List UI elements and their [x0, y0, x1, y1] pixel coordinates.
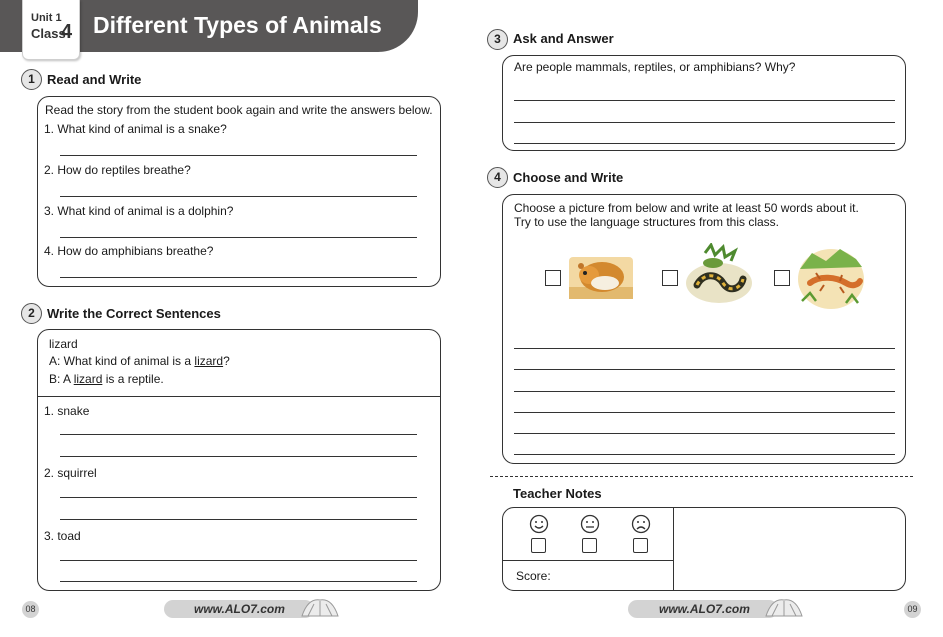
item-3: 3. toad	[44, 529, 81, 543]
left-footer-url[interactable]: www.ALO7.com	[194, 602, 285, 616]
neutral-face-icon	[580, 514, 600, 534]
right-footer-url[interactable]: www.ALO7.com	[659, 602, 750, 616]
question-1: 1. What kind of animal is a snake?	[44, 122, 227, 136]
shell-icon	[762, 596, 804, 620]
hamster-checkbox[interactable]	[545, 270, 561, 286]
section-4-number: 4	[487, 167, 508, 188]
section-3-line-1[interactable]	[514, 100, 895, 101]
sad-face-checkbox[interactable]	[633, 538, 648, 553]
section-3-question: Are people mammals, reptiles, or amphibians? Why?	[514, 60, 796, 74]
section-4-title: Choose and Write	[513, 170, 624, 185]
hamster-picture	[567, 251, 637, 303]
example-divider	[38, 396, 440, 397]
section-4-line-4[interactable]	[514, 412, 895, 413]
smiling-face-icon	[529, 514, 549, 534]
section-2-title: Write the Correct Sentences	[47, 306, 221, 321]
teacher-notes-title: Teacher Notes	[513, 486, 602, 501]
section-4-line-5[interactable]	[514, 433, 895, 434]
answer-line-1[interactable]	[60, 155, 417, 156]
teacher-notes-vertical-divider	[673, 508, 674, 590]
answer-line-3[interactable]	[60, 237, 417, 238]
section-1-box	[37, 96, 441, 287]
shell-icon	[298, 596, 340, 620]
question-3: 3. What kind of animal is a dolphin?	[44, 204, 234, 218]
smiling-face-checkbox[interactable]	[531, 538, 546, 553]
item-1: 1. snake	[44, 404, 90, 418]
example-word: lizard	[49, 337, 78, 351]
section-3-line-3[interactable]	[514, 143, 895, 144]
section-3-title: Ask and Answer	[513, 31, 614, 46]
section-3-number: 3	[487, 29, 508, 50]
section-4-line-2[interactable]	[514, 369, 895, 370]
question-4: 4. How do amphibians breathe?	[44, 244, 214, 258]
sad-face-icon	[631, 514, 651, 534]
answer-line-4[interactable]	[60, 277, 417, 278]
snake-picture	[683, 243, 755, 307]
section-1-number: 1	[21, 69, 42, 90]
section-1-title: Read and Write	[47, 72, 142, 87]
section-4-instruction-1: Choose a picture from below and write at least 50 words about it.	[514, 201, 859, 215]
score-label: Score:	[516, 569, 551, 583]
lizard-checkbox[interactable]	[774, 270, 790, 286]
item-3-line-2[interactable]	[60, 581, 417, 582]
example-question: A: What kind of animal is a lizard?	[49, 354, 230, 368]
section-2-number: 2	[21, 303, 42, 324]
section-4-box	[502, 194, 906, 464]
teacher-notes-divider	[490, 476, 913, 477]
section-4-instruction-2: Try to use the language structures from this class.	[514, 215, 780, 229]
class-number: 4	[61, 21, 73, 43]
section-2-box	[37, 329, 441, 591]
section-4-line-6[interactable]	[514, 454, 895, 455]
lizard-picture	[796, 243, 866, 311]
section-4-line-3[interactable]	[514, 391, 895, 392]
section-3-box	[502, 55, 906, 151]
neutral-face-checkbox[interactable]	[582, 538, 597, 553]
page-title: Different Types of Animals	[93, 12, 382, 38]
unit-class-tab	[22, 0, 80, 60]
teacher-notes-horizontal-divider	[503, 560, 674, 561]
question-2: 2. How do reptiles breathe?	[44, 163, 191, 177]
item-1-line-2[interactable]	[60, 456, 417, 457]
item-2-line-1[interactable]	[60, 497, 417, 498]
snake-checkbox[interactable]	[662, 270, 678, 286]
item-3-line-1[interactable]	[60, 560, 417, 561]
item-1-line-1[interactable]	[60, 434, 417, 435]
section-3-line-2[interactable]	[514, 122, 895, 123]
left-page-number: 08	[22, 601, 39, 618]
unit-label: Unit 1	[31, 12, 62, 24]
example-answer: B: A lizard is a reptile.	[49, 372, 164, 386]
answer-line-2[interactable]	[60, 196, 417, 197]
section-4-line-1[interactable]	[514, 348, 895, 349]
teacher-notes-box	[502, 507, 906, 591]
item-2: 2. squirrel	[44, 466, 97, 480]
right-page-number: 09	[904, 601, 921, 618]
class-label: Class	[31, 26, 66, 41]
section-1-instruction: Read the story from the student book again and write the answers below.	[45, 103, 433, 117]
item-2-line-2[interactable]	[60, 519, 417, 520]
